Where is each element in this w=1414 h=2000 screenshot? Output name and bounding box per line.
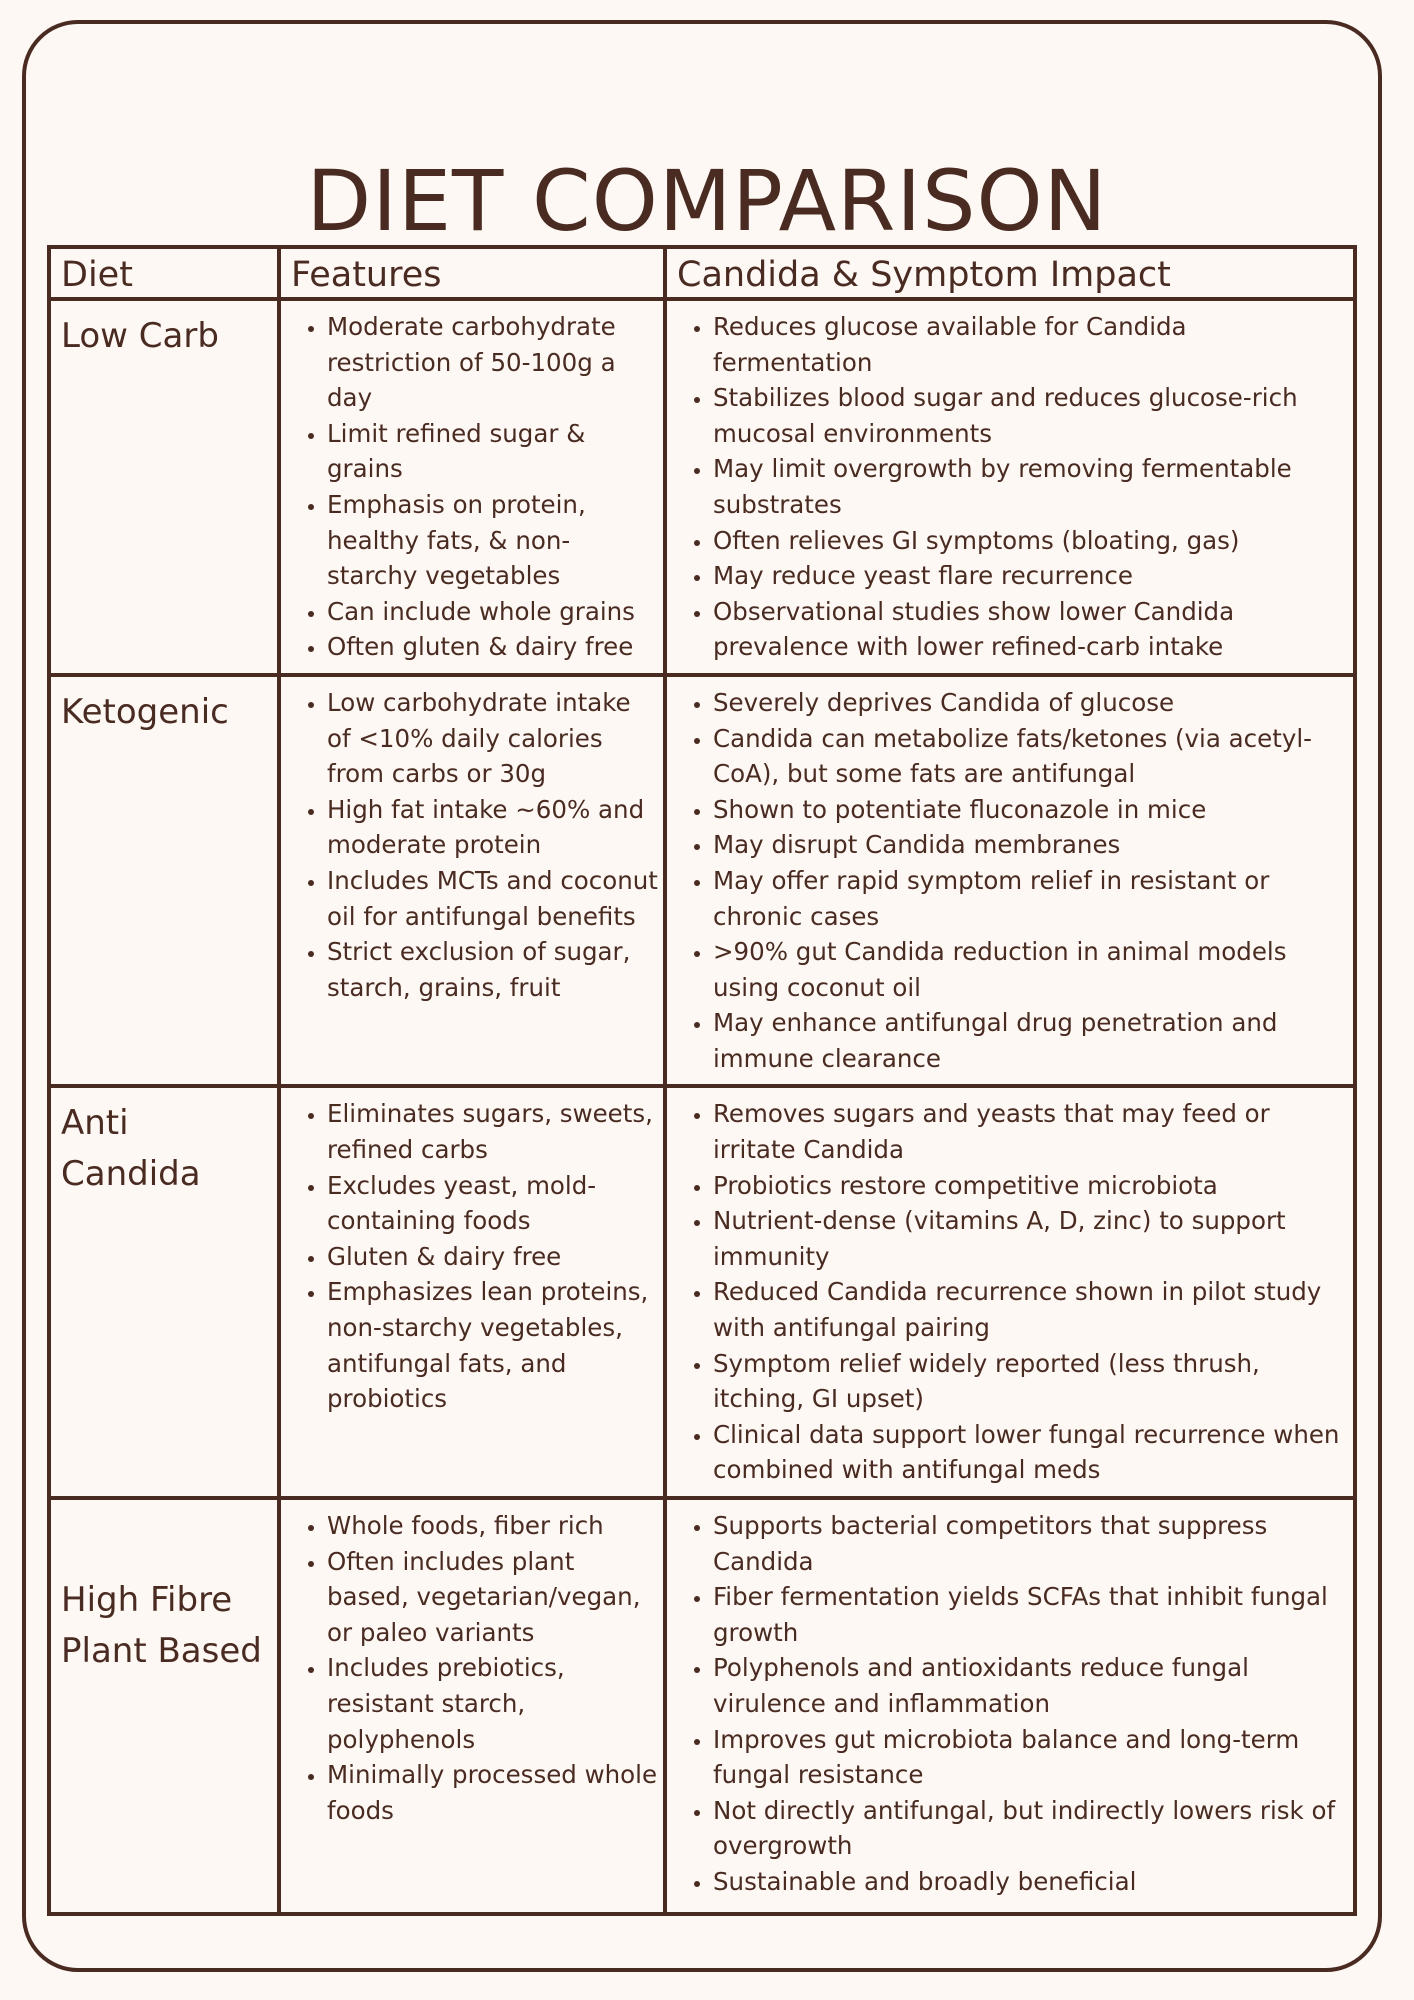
list-item: • Reduces glucose available for Candida fermentation <box>713 309 1349 380</box>
list-item: • Includes prebiotics, resistant starch, polyphenols <box>327 1650 659 1757</box>
features-list <box>281 1500 663 1836</box>
features-list <box>281 301 663 673</box>
list-item: • Fiber fermentation yields SCFAs that inhibit fungal growth <box>713 1579 1349 1650</box>
list-item: • May disrupt Candida membranes <box>713 827 1349 863</box>
list-item: • Probiotics restore competitive microbiota <box>713 1168 1349 1204</box>
list-item: • May offer rapid symptom relief in resistant or chronic cases <box>713 863 1349 934</box>
diet-name-cell: Ketogenic <box>49 675 279 1087</box>
list-item: • May enhance antifungal drug penetration and immune clearance <box>713 1005 1349 1076</box>
impact-cell <box>665 1498 1355 1914</box>
list-item: • Excludes yeast, mold-containing foods <box>327 1168 659 1239</box>
list-item: • Minimally processed whole foods <box>327 1757 659 1828</box>
diet-name-cell: Low Carb <box>49 299 279 675</box>
impact-list <box>667 677 1353 1085</box>
list-item: • Improves gut microbiota balance and long-term fungal resistance <box>713 1722 1349 1793</box>
impact-cell <box>665 1086 1355 1498</box>
list-item: • Often gluten & dairy free <box>327 629 659 665</box>
page-title: DIET COMPARISON <box>306 152 1108 251</box>
table-row <box>49 1086 1355 1498</box>
list-item: • Nutrient-dense (vitamins A, D, zinc) to support immunity <box>713 1203 1349 1274</box>
impact-cell <box>665 299 1355 675</box>
list-item: • Moderate carbohydrate restriction of 50-100g a day <box>327 309 659 416</box>
list-item: • Shown to potentiate fluconazole in mice <box>713 792 1349 828</box>
list-item: • Severely deprives Candida of glucose <box>713 685 1349 721</box>
list-item: • Often relieves GI symptoms (bloating, gas) <box>713 523 1349 559</box>
table-row <box>49 1498 1355 1914</box>
list-item: • Clinical data support lower fungal recurrence when combined with antifungal meds <box>713 1417 1349 1488</box>
impact-list <box>667 1500 1353 1908</box>
features-cell <box>279 1086 665 1498</box>
list-item: • Stabilizes blood sugar and reduces glucose-rich mucosal environments <box>713 380 1349 451</box>
features-cell <box>279 299 665 675</box>
list-item: • Not directly antifungal, but indirectly lowers risk of overgrowth <box>713 1793 1349 1864</box>
header-impact: Candida & Symptom Impact <box>665 247 1355 299</box>
list-item: • Low carbohydrate intake of <10% daily calories from carbs or 30g <box>327 685 659 792</box>
header-features: Features <box>279 247 665 299</box>
impact-list <box>667 301 1353 673</box>
features-list <box>281 1088 663 1424</box>
list-item: • Strict exclusion of sugar, starch, grains, fruit <box>327 934 659 1005</box>
list-item: • Emphasis on protein, healthy fats, & non-starchy vegetables <box>327 487 659 594</box>
list-item: • Limit refined sugar & grains <box>327 416 659 487</box>
table-row <box>49 675 1355 1087</box>
header-row <box>49 247 1355 299</box>
list-item: • >90% gut Candida reduction in animal models using coconut oil <box>713 934 1349 1005</box>
list-item: • High fat intake ~60% and moderate protein <box>327 792 659 863</box>
list-item: • Observational studies show lower Candida prevalence with lower refined-carb intake <box>713 594 1349 665</box>
list-item: • Supports bacterial competitors that suppress Candida <box>713 1508 1349 1579</box>
list-item: • Includes MCTs and coconut oil for antifungal benefits <box>327 863 659 934</box>
list-item: • Reduced Candida recurrence shown in pilot study with antifungal pairing <box>713 1274 1349 1345</box>
list-item: • Gluten & dairy free <box>327 1239 659 1275</box>
list-item: • Symptom relief widely reported (less thrush, itching, GI upset) <box>713 1346 1349 1417</box>
features-list <box>281 677 663 1013</box>
list-item: • Sustainable and broadly beneficial <box>713 1864 1349 1900</box>
list-item: • Eliminates sugars, sweets, refined carbs <box>327 1096 659 1167</box>
list-item: • Removes sugars and yeasts that may feed or irritate Candida <box>713 1096 1349 1167</box>
diet-comparison-table <box>47 245 1357 1916</box>
features-cell <box>279 1498 665 1914</box>
impact-list <box>667 1088 1353 1496</box>
diet-name-cell: Anti Candida <box>49 1086 279 1498</box>
list-item: • Emphasizes lean proteins, non-starchy vegetables, antifungal fats, and probiotics <box>327 1274 659 1416</box>
diet-name-cell: High Fibre Plant Based <box>49 1498 279 1914</box>
list-item: • Candida can metabolize fats/ketones (via acetyl-CoA), but some fats are antifungal <box>713 721 1349 792</box>
list-item: • May limit overgrowth by removing fermentable substrates <box>713 451 1349 522</box>
list-item: • Polyphenols and antioxidants reduce fungal virulence and inflammation <box>713 1650 1349 1721</box>
list-item: • Whole foods, fiber rich <box>327 1508 659 1544</box>
features-cell <box>279 675 665 1087</box>
list-item: • May reduce yeast flare recurrence <box>713 558 1349 594</box>
impact-cell <box>665 675 1355 1087</box>
header-diet: Diet <box>49 247 279 299</box>
list-item: • Can include whole grains <box>327 594 659 630</box>
table-row <box>49 299 1355 675</box>
list-item: • Often includes plant based, vegetarian/vegan, or paleo variants <box>327 1544 659 1651</box>
